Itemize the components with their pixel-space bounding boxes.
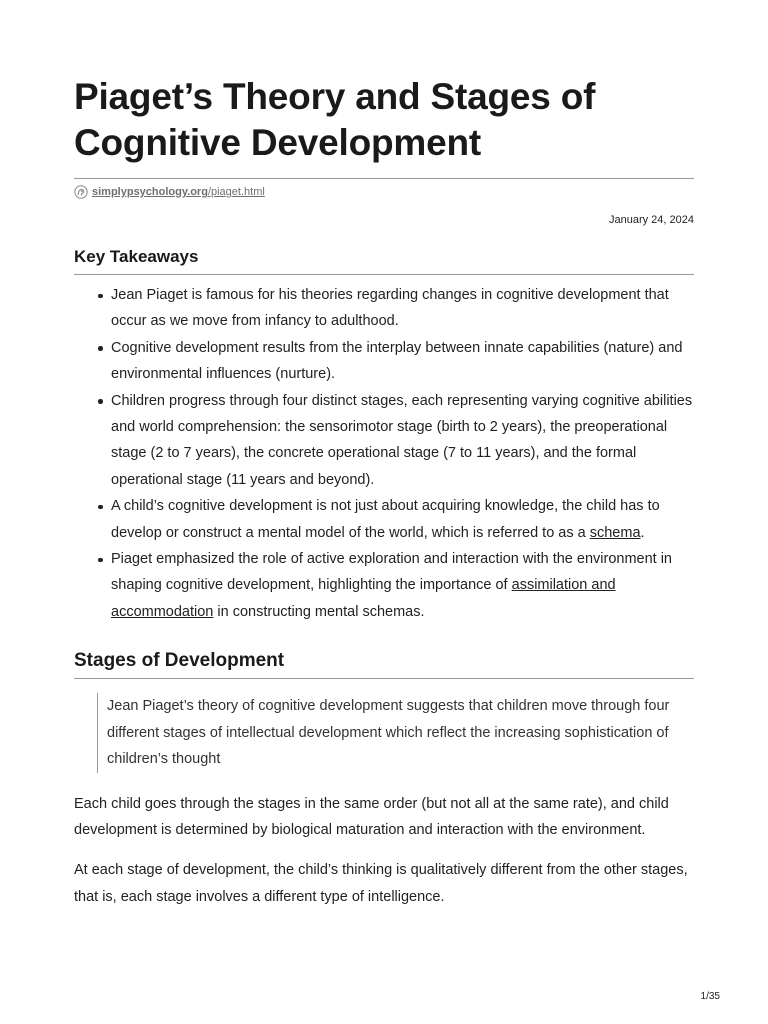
list-item: [111, 335, 694, 388]
stages-paragraph-1: Each child goes through the stages in the same order (but not all at the same rate), and child development is determined by biological maturation and interaction with the environment.: [74, 795, 669, 838]
source-domain: simplypsychology.org: [92, 186, 208, 198]
list-item: [111, 546, 694, 625]
page-title: Piaget’s Theory and Stages of Cognitive Development: [74, 76, 596, 163]
stages-paragraph-2: At each stage of development, the child’s thinking is qualitatively different from the other stages, that is, each stage involves a different type of intelligence.: [74, 862, 688, 905]
list-item-text: A child’s cognitive development is not just about acquiring knowledge, the child has to develop or construct a mental model of the world, which is referred to as a: [111, 498, 660, 541]
list-item: [111, 388, 694, 494]
publish-date: January 24, 2024: [608, 214, 694, 226]
key-takeaways-heading: Key Takeaways: [74, 247, 199, 266]
list-item-text: Children progress through four distinct stages, each representing varying cognitive abilities and world comprehension: the sensorimotor stage (birth to 2 years), the preoperational stage (2 to 7 years), the concrete operational stage (7 to 11 years), and the formal operational stage (11 years and beyond).: [111, 392, 693, 488]
key-takeaways-list: [74, 282, 694, 625]
stages-heading: Stages of Development: [74, 650, 285, 672]
list-item-text-end: .: [640, 524, 645, 541]
list-item-text: Piaget emphasized the role of active exploration and interaction with the environment in shaping cognitive development, highlighting the importance of: [111, 551, 672, 594]
source-logo-icon: [74, 185, 88, 199]
stages-quote: Jean Piaget’s theory of cognitive development suggests that children move through four different stages of intellectual development which reflect the increasing sophistication of children’s thought: [97, 693, 694, 772]
list-item-text: Cognitive development results from the interplay between innate capabilities (nature) and environmental influences (nurture).: [111, 339, 683, 383]
list-item: [111, 493, 694, 546]
page-number: 1/35: [700, 991, 720, 1002]
source-path: /piaget.html: [207, 186, 265, 198]
assimilation-accommodation-link[interactable]: assimilation and accommodation: [111, 577, 616, 620]
list-item-text: Jean Piaget is famous for his theories regarding changes in cognitive development that occur as we move from infancy to adulthood.: [111, 287, 669, 330]
list-item-text-end: in constructing mental schemas.: [213, 603, 425, 620]
document-page: [74, 74, 694, 910]
schema-link[interactable]: schema: [589, 524, 641, 541]
source-link[interactable]: [92, 186, 265, 198]
source-row: [74, 181, 694, 203]
title-divider: [74, 178, 694, 179]
list-item: [111, 282, 694, 335]
